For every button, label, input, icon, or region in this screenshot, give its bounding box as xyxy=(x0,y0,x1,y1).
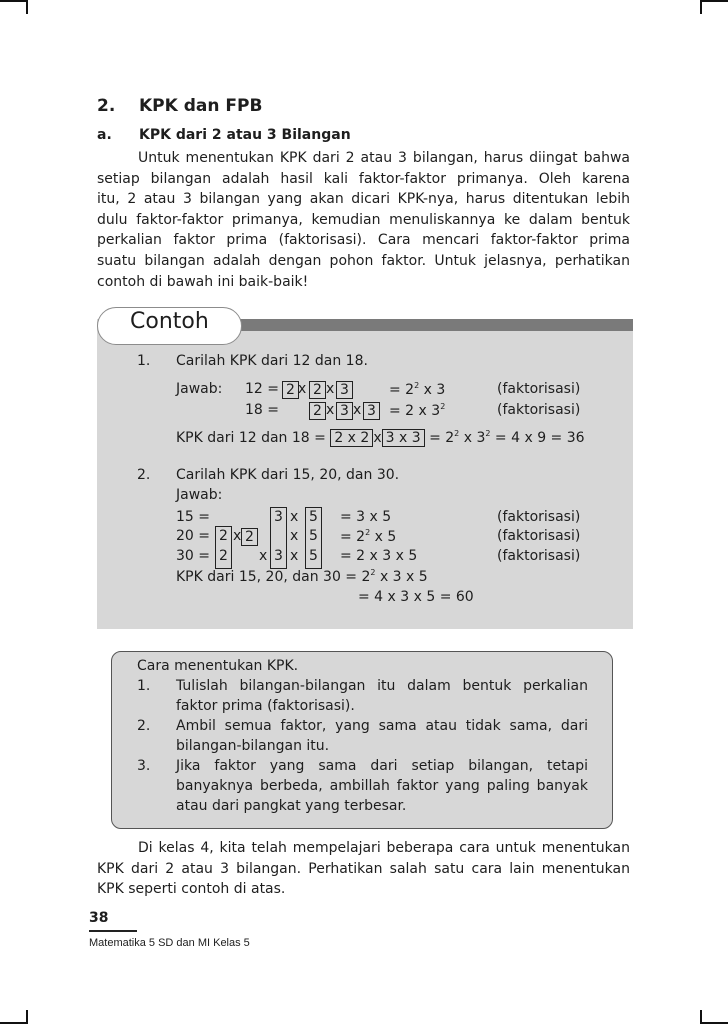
ex1-kpk-box-b: 3 x 3 xyxy=(382,429,425,447)
ex1-row2-tag: (faktorisasi) xyxy=(497,402,581,418)
ex1-row1-lhs: 12 = xyxy=(245,381,279,397)
ex1-row2-times: x xyxy=(353,402,362,418)
example-2-question: Carilah KPK dari 15, 20, dan 30. xyxy=(176,467,400,483)
ex1-row1-result-a: = 2 xyxy=(389,382,415,398)
intro-line: contoh di bawah ini baik-baik! xyxy=(97,273,309,290)
crop-mark xyxy=(700,0,702,14)
subsection-letter: a. xyxy=(97,127,112,143)
ex1-row1-times: x xyxy=(298,381,307,397)
closing-paragraph xyxy=(97,838,630,900)
ex1-row2-times: x xyxy=(326,402,335,418)
note-item-line: Ambil semua faktor, yang sama atau tidak sama, dari xyxy=(176,718,588,734)
example-header-bar xyxy=(232,319,633,331)
ex2-row3-factor: 3 xyxy=(274,548,283,564)
ex1-kpk-prefix: KPK dari 12 dan 18 = xyxy=(176,430,326,446)
ex2-row1-lhs: 15 = xyxy=(176,509,210,525)
ex2-row1-times: x xyxy=(290,509,299,525)
note-item-line: Tulislah bilangan-bilangan itu dalam bentuk perkalian xyxy=(176,678,588,694)
ex1-row2-factor: 3 xyxy=(336,402,353,420)
ex1-kpk-tail: = 4 x 9 = 36 xyxy=(494,430,585,446)
ex2-row2-factor: 2 xyxy=(241,528,258,546)
closing-line: Di kelas 4, kita telah mempelajari beberapa cara untuk menentukan xyxy=(138,840,630,856)
ex2-row1-tag: (faktorisasi) xyxy=(497,509,581,525)
ex2-row3-lhs: 30 = xyxy=(176,548,210,564)
crop-mark xyxy=(0,0,26,2)
ex2-kpk-line xyxy=(176,568,428,585)
example-1-number: 1. xyxy=(137,353,151,369)
intro-line: setiap bilangan adalah hasil kali faktor-faktor primanya. Oleh karena xyxy=(97,170,630,187)
ex1-row2-factor: 3 xyxy=(363,402,380,420)
ex1-row2-result-a: = 2 x 3 xyxy=(389,403,441,419)
ex1-kpk-box-a: 2 x 2 xyxy=(330,429,373,447)
ex2-row3-tag: (faktorisasi) xyxy=(497,548,581,564)
ex2-row2-factor: 2 xyxy=(219,528,228,544)
intro-line: Untuk menentukan KPK dari 2 atau 3 bilangan, harus diingat bahwa xyxy=(138,150,630,166)
closing-line: KPK dari 2 atau 3 bilangan. Perhatikan salah satu cara lain menentukan xyxy=(97,860,630,877)
ex2-row2-factor: 5 xyxy=(309,528,318,544)
ex2-kpk-b: x 3 x 5 xyxy=(379,569,428,585)
intro-line: suatu bilangan adalah dengan pohon faktor. Untuk jelasnya, perhatikan xyxy=(97,252,630,269)
example-1-question: Carilah KPK dari 12 dan 18. xyxy=(176,353,368,369)
ex2-row2-times: x xyxy=(290,528,299,544)
ex2-kpk-a: KPK dari 15, 20, dan 30 = 2 xyxy=(176,569,371,585)
example-1-jawab: Jawab: xyxy=(176,381,223,397)
ex2-row2-result-exp: 2 xyxy=(365,528,371,537)
ex1-kpk-times: x xyxy=(373,430,382,446)
ex1-row2-result xyxy=(389,402,445,419)
crop-mark xyxy=(702,0,728,2)
example-2-jawab: Jawab: xyxy=(176,487,223,503)
ex1-row2-result-exp: 2 xyxy=(440,402,446,411)
footer-rule xyxy=(89,930,137,932)
subsection-title: KPK dari 2 atau 3 Bilangan xyxy=(139,127,351,143)
intro-line: dulu faktor-faktor primanya, kemudian menuliskannya ke dalam bentuk xyxy=(97,211,630,228)
ex2-row2-result-b: x 5 xyxy=(374,529,397,545)
ex1-row1-factor: 2 xyxy=(309,381,326,399)
ex2-row2-tag: (faktorisasi) xyxy=(497,528,581,544)
ex2-row2-lhs: 20 = xyxy=(176,528,210,544)
note-title: Cara menentukan KPK. xyxy=(137,658,299,674)
example-2-number: 2. xyxy=(137,467,151,483)
ex2-row3-times: x xyxy=(259,548,268,564)
closing-line: KPK seperti contoh di atas. xyxy=(97,881,286,898)
ex2-row3-factor: 5 xyxy=(309,548,318,564)
section-number: 2. xyxy=(97,96,116,116)
ex1-row2-factor: 2 xyxy=(309,402,326,420)
ex1-row1-result xyxy=(389,381,445,398)
ex2-row2-result xyxy=(340,528,396,545)
ex1-row1-factor: 3 xyxy=(336,381,353,399)
ex2-kpk-exp: 2 xyxy=(370,568,376,577)
ex1-row1-tag: (faktorisasi) xyxy=(497,381,581,397)
section-title: KPK dan FPB xyxy=(139,96,263,116)
ex2-row3-result: = 2 x 3 x 5 xyxy=(340,548,418,564)
ex1-kpk-exp1: 2 xyxy=(454,429,460,438)
note-item-number: 2. xyxy=(137,718,151,734)
intro-line: itu, 2 atau 3 bilangan yang akan dicari KPK-nya, harus ditentukan lebih xyxy=(97,191,630,208)
ex2-row3-times: x xyxy=(290,548,299,564)
intro-line: perkalian faktor prima (faktorisasi). Cara mencari faktor-faktor prima xyxy=(97,232,630,249)
note-item-line: Jika faktor yang sama dari setiap bilangan, tetapi xyxy=(176,758,588,774)
ex2-row2-times: x xyxy=(233,528,242,544)
ex1-row1-result-exp: 2 xyxy=(414,381,420,390)
ex2-row1-factor: 3 xyxy=(274,509,283,525)
note-item-number: 1. xyxy=(137,678,151,694)
ex1-kpk-exp2: 2 xyxy=(485,429,491,438)
note-item-line: faktor prima (faktorisasi). xyxy=(176,698,355,714)
crop-mark xyxy=(26,0,28,14)
ex1-row1-result-b: x 3 xyxy=(423,382,446,398)
ex1-kpk-line xyxy=(176,429,585,447)
note-item-line: atau dari pangkat yang terbesar. xyxy=(176,798,407,814)
ex1-kpk-mid: x 3 xyxy=(463,430,486,446)
ex2-row3-factor: 2 xyxy=(219,548,228,564)
intro-paragraph xyxy=(97,148,630,292)
page-number: 38 xyxy=(89,910,109,926)
ex1-kpk-eq: = 2 xyxy=(429,430,455,446)
note-item-line: banyaknya berbeda, ambillah faktor yang paling banyak xyxy=(176,778,588,794)
ex2-row2-result-a: = 2 xyxy=(340,529,366,545)
note-item-line: bilangan-bilangan itu. xyxy=(176,738,330,754)
book-title: Matematika 5 SD dan MI Kelas 5 xyxy=(89,937,250,949)
crop-mark xyxy=(26,1010,28,1024)
ex2-row1-result: = 3 x 5 xyxy=(340,509,392,525)
ex2-kpk-line2: = 4 x 3 x 5 = 60 xyxy=(358,589,474,605)
ex1-row2-lhs: 18 = xyxy=(245,402,279,418)
ex1-row1-factor: 2 xyxy=(282,381,299,399)
ex2-row1-factor: 5 xyxy=(309,509,318,525)
ex1-row1-times: x xyxy=(326,381,335,397)
note-item-number: 3. xyxy=(137,758,151,774)
example-title: Contoh xyxy=(130,309,209,334)
crop-mark xyxy=(700,1010,702,1024)
